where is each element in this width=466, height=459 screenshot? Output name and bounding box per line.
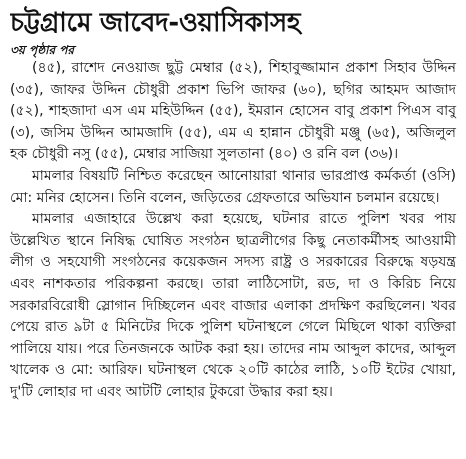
paragraph-1: (৪৫), রাশেদ নেওয়াজ ছুট্ট মেম্বার (৫২), শিহাবুজ্জামান প্রকাশ সিহাব উদ্দিন (৩৫), জাফর উদ্দিন চৌধুরী প্রকাশ ভিপি জাফর (৬০), ছগির আহমদ আজাদ (৫২), শাহজাদা এস এম মহিউদ্দিন (৫৫), ইমরান হোসেন বাবু প্রকাশ পিএস বাবু (৩), জসিম উদ্দিন আমজাদি (৫৫), এম এ হান্নান চৌধুরী মঞ্জু (৬৫), অজিলুল হক চৌধুরী নসু (৫৫), মেম্বার সাজিয়া সুলতানা (৪০) ও রনি বল (৩৬)। [10, 60, 456, 163]
paragraph-2: মামলার বিষয়টি নিশ্চিত করেছেন আনোয়ারা থানার ভারপ্রাপ্ত কর্মকর্তা (ওসি) মো: মনির হোসেন। তিনি বলেন, জড়িতের গ্রেফতারে অভিযান চলমান রয়েছে। [10, 167, 456, 206]
continued-from-label: ৩য় পৃষ্ঠার পর [10, 43, 75, 57]
paragraph-3: মামলার এজাহারে উল্লেখ করা হয়েছে, ঘটনার রাতে পুলিশ খবর পায় উল্লেখিত স্থানে নিষিদ্ধ ঘোষিত সংগঠন ছাত্রলীগের কিছু নেতাকর্মীসহ আওয়ামী লীগ ও সহযোগী সংগঠনের কয়েকজন সদস্য রাষ্ট্র ও সরকারের বিরুদ্ধে ষড়যন্ত্র এবং নাশকতার পরিকল্পনা করছে। তারা লাঠিসোটা, রড, দা ও কিরিচ নিয়ে সরকারবিরোধী স্লোগান দিচ্ছিলেন এবং বাজার এলাকা প্রদক্ষিণ করছিলেন। খবর পেয়ে রাত ৯টা ৫ মিনিটের দিকে পুলিশ ঘটনাস্থলে গেলে মিছিলে থাকা ব্যক্তিরা পালিয়ে যায়। পরে তিনজনকে আটক করা হয়। তাদের নাম আব্দুল কাদের, আব্দুল খালেক ও মো: আরিফ। ঘটনাস্থল থেকে ২০টি কাঠের লাঠি, ১০টি ইটের খোয়া, দু'টি লোহার দা এবং আটটি লোহার টুকরো উদ্ধার করা হয়। [10, 211, 456, 400]
headline: চট্টগ্রামে জাবেদ-ওয়াসিকাসহ [10, 8, 301, 38]
